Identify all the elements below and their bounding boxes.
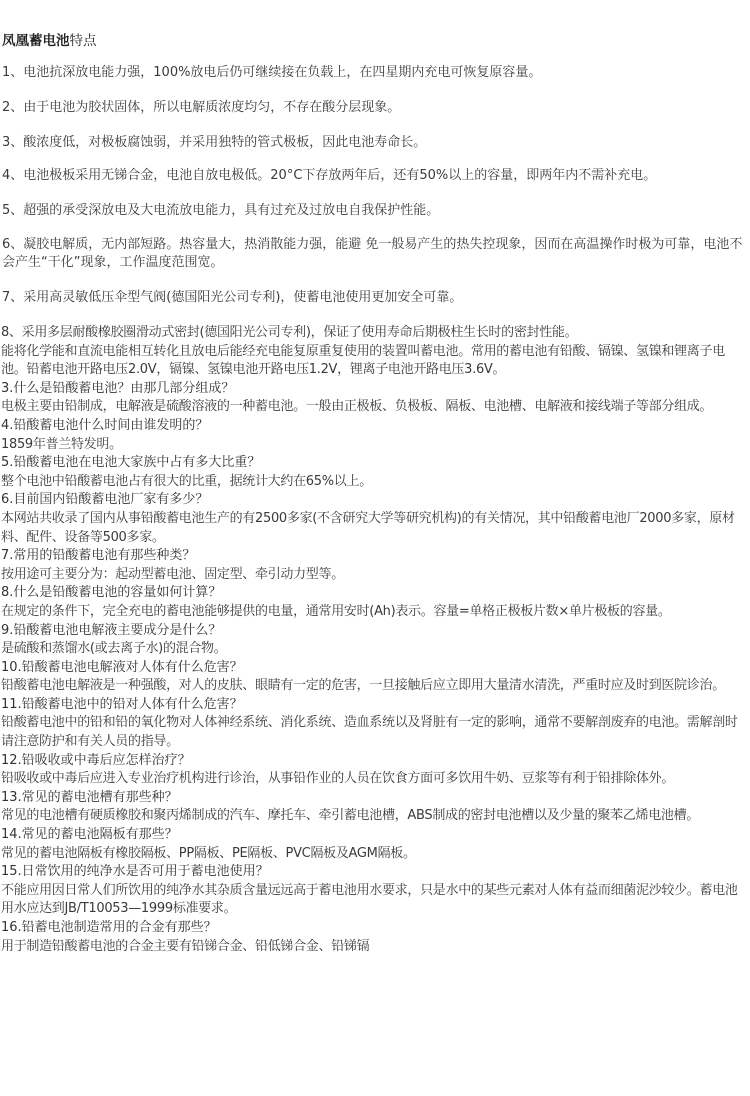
feature-item-5: 5、超强的承受深放电及大电流放电能力，具有过充及过放电自我保护性能。 [2,203,440,218]
faq-section [0,324,748,956]
faq-answer: 常见的蓄电池隔板有橡胶隔板、PP隔板、PE隔板、PVC隔板及AGM隔板。 [1,845,416,861]
faq-question: 16.铅蓄电池制造常用的合金有那些？ [1,920,217,935]
feature-item-4: 4、电池极板采用无锑合金，电池自放电极低。20°C下存放两年后，还有50%以上的容量，即两年内不需补充电。 [2,168,657,183]
faq-answer: 电极主要由铅制成，电解液是硫酸溶液的一种蓄电池。一般由正极板、负极板、隔板、电池槽、电解液和接线端子等部分组成。 [1,399,713,415]
faq-answer: 按用途可主要分为：起动型蓄电池、固定型、牵引动力型等。 [1,566,344,582]
faq-answer: 常见的电池槽有硬质橡胶和聚丙烯制成的汽车、摩托车、牵引蓄电池槽，ABS制成的密封电池槽以及少量的聚苯乙烯电池槽。 [1,808,700,824]
faq-answer: 本网站共收录了国内从事铅酸蓄电池生产的有2500多家(不含研究大学等研究机构)的有关情况，其中铅酸蓄电池厂2000多家，原材料、配件、设备等500多家。 [1,510,735,545]
feature-item-7: 7、采用高灵敏低压伞型气阀(德国阳光公司专利)，使蓄电池使用更加安全可靠。 [2,290,463,305]
faq-list [0,380,748,956]
faq-question: 5.铅酸蓄电池在电池大家族中占有多大比重？ [1,455,261,471]
faq-question: 3.什么是铅酸蓄电池？由那几部分组成？ [1,380,235,396]
title-rest: 特点 [69,33,97,49]
intro-paragraph: 能将化学能和直流电能相互转化且放电后能经充电能复原重复使用的装置叫蓄电池。常用的蓄电池有铅酸、镉镍、氢镍和锂离子电池。铅蓄电池开路电压2.0V，镉镍、氢镍电池开路电压1.2V，锂离子电池开路电压3.6V。 [1,343,725,378]
faq-question: 6.目前国内铅酸蓄电池厂家有多少？ [1,492,209,508]
faq-question: 14.常见的蓄电池隔板有那些？ [1,827,178,843]
faq-answer: 铅酸蓄电池中的铅和铅的氧化物对人体神经系统、消化系统、造血系统以及肾脏有一定的影响，通常不要解剖废弃的电池。需解剖时请注意防护和有关人员的指导。 [1,715,738,750]
feature-item-6: 6、凝胶电解质，无内部短路。热容量大，热消散能力强，能避 免一般易产生的热失控现象，因而在高温操作时极为可靠，电池不会产生“干化”现象，工作温度范围宽。 [2,237,743,270]
feature-item-8: 8、采用多层耐酸橡胶圈滑动式密封(德国阳光公司专利)，保证了使用寿命后期极柱生长时的密封性能。 [1,325,578,340]
faq-question: 7.常用的铅酸蓄电池有那些种类？ [1,548,196,564]
faq-question: 4.铅酸蓄电池什么时间由谁发明的？ [1,417,209,433]
faq-answer: 1859年普兰特发明。 [1,436,122,452]
faq-question: 9.铅酸蓄电池电解液主要成分是什么？ [1,622,222,638]
faq-answer: 整个电池中铅酸蓄电池占有很大的比重，据统计大约在65%以上。 [1,473,372,489]
faq-question: 10.铅酸蓄电池电解液对人体有什么危害？ [1,659,243,675]
feature-item-3: 3、酸浓度低，对极板腐蚀弱，并采用独特的管式极板，因此电池寿命长。 [2,135,427,150]
faq-answer: 用于制造铅酸蓄电池的合金主要有铅锑合金、铅低锑合金、铅锑镉 [1,938,370,954]
faq-answer: 是硫酸和蒸馏水(或去离子水)的混合物。 [1,641,227,657]
title-bold: 凤凰蓄电池 [2,33,70,49]
faq-question: 12.铅吸收或中毒后应怎样治疗？ [1,752,191,768]
faq-answer: 铅酸蓄电池电解液是一种强酸，对人的皮肤、眼睛有一定的危害，一旦接触后应立即用大量清水清洗，严重时应及时到医院诊治。 [1,678,725,694]
faq-answer: 铅吸收或中毒后应进入专业治疗机构进行诊治，从事铅作业的人员在饮食方面可多饮用牛奶、豆浆等有利于铅排除体外。 [1,771,675,787]
faq-answer: 在规定的条件下，完全充电的蓄电池能够提供的电量，通常用安时(Ah)表示。容量=单格正极板片数×单片极板的容量。 [1,603,671,619]
faq-question: 15.日常饮用的纯净水是否可用于蓄电池使用？ [1,864,269,880]
faq-question: 13.常见的蓄电池槽有那些种？ [1,789,178,805]
faq-question: 8.什么是铅酸蓄电池的容量如何计算？ [1,585,222,601]
article-title [2,32,97,50]
feature-item-1: 1、电池抗深放电能力强，100%放电后仍可继续接在负载上，在四星期内充电可恢复原容量。 [2,65,542,80]
feature-item-2: 2、由于电池为胶状固体，所以电解质浓度均匀，不存在酸分层现象。 [2,100,401,115]
faq-question: 11.铅酸蓄电池中的铅对人体有什么危害？ [1,696,243,712]
faq-answer: 不能应用因日常人们所饮用的纯净水其杂质含量远远高于蓄电池用水要求，只是水中的某些元素对人体有益而细菌泥沙较少。蓄电池用水应达到JB/T10053—1999标准要求。 [1,882,738,917]
